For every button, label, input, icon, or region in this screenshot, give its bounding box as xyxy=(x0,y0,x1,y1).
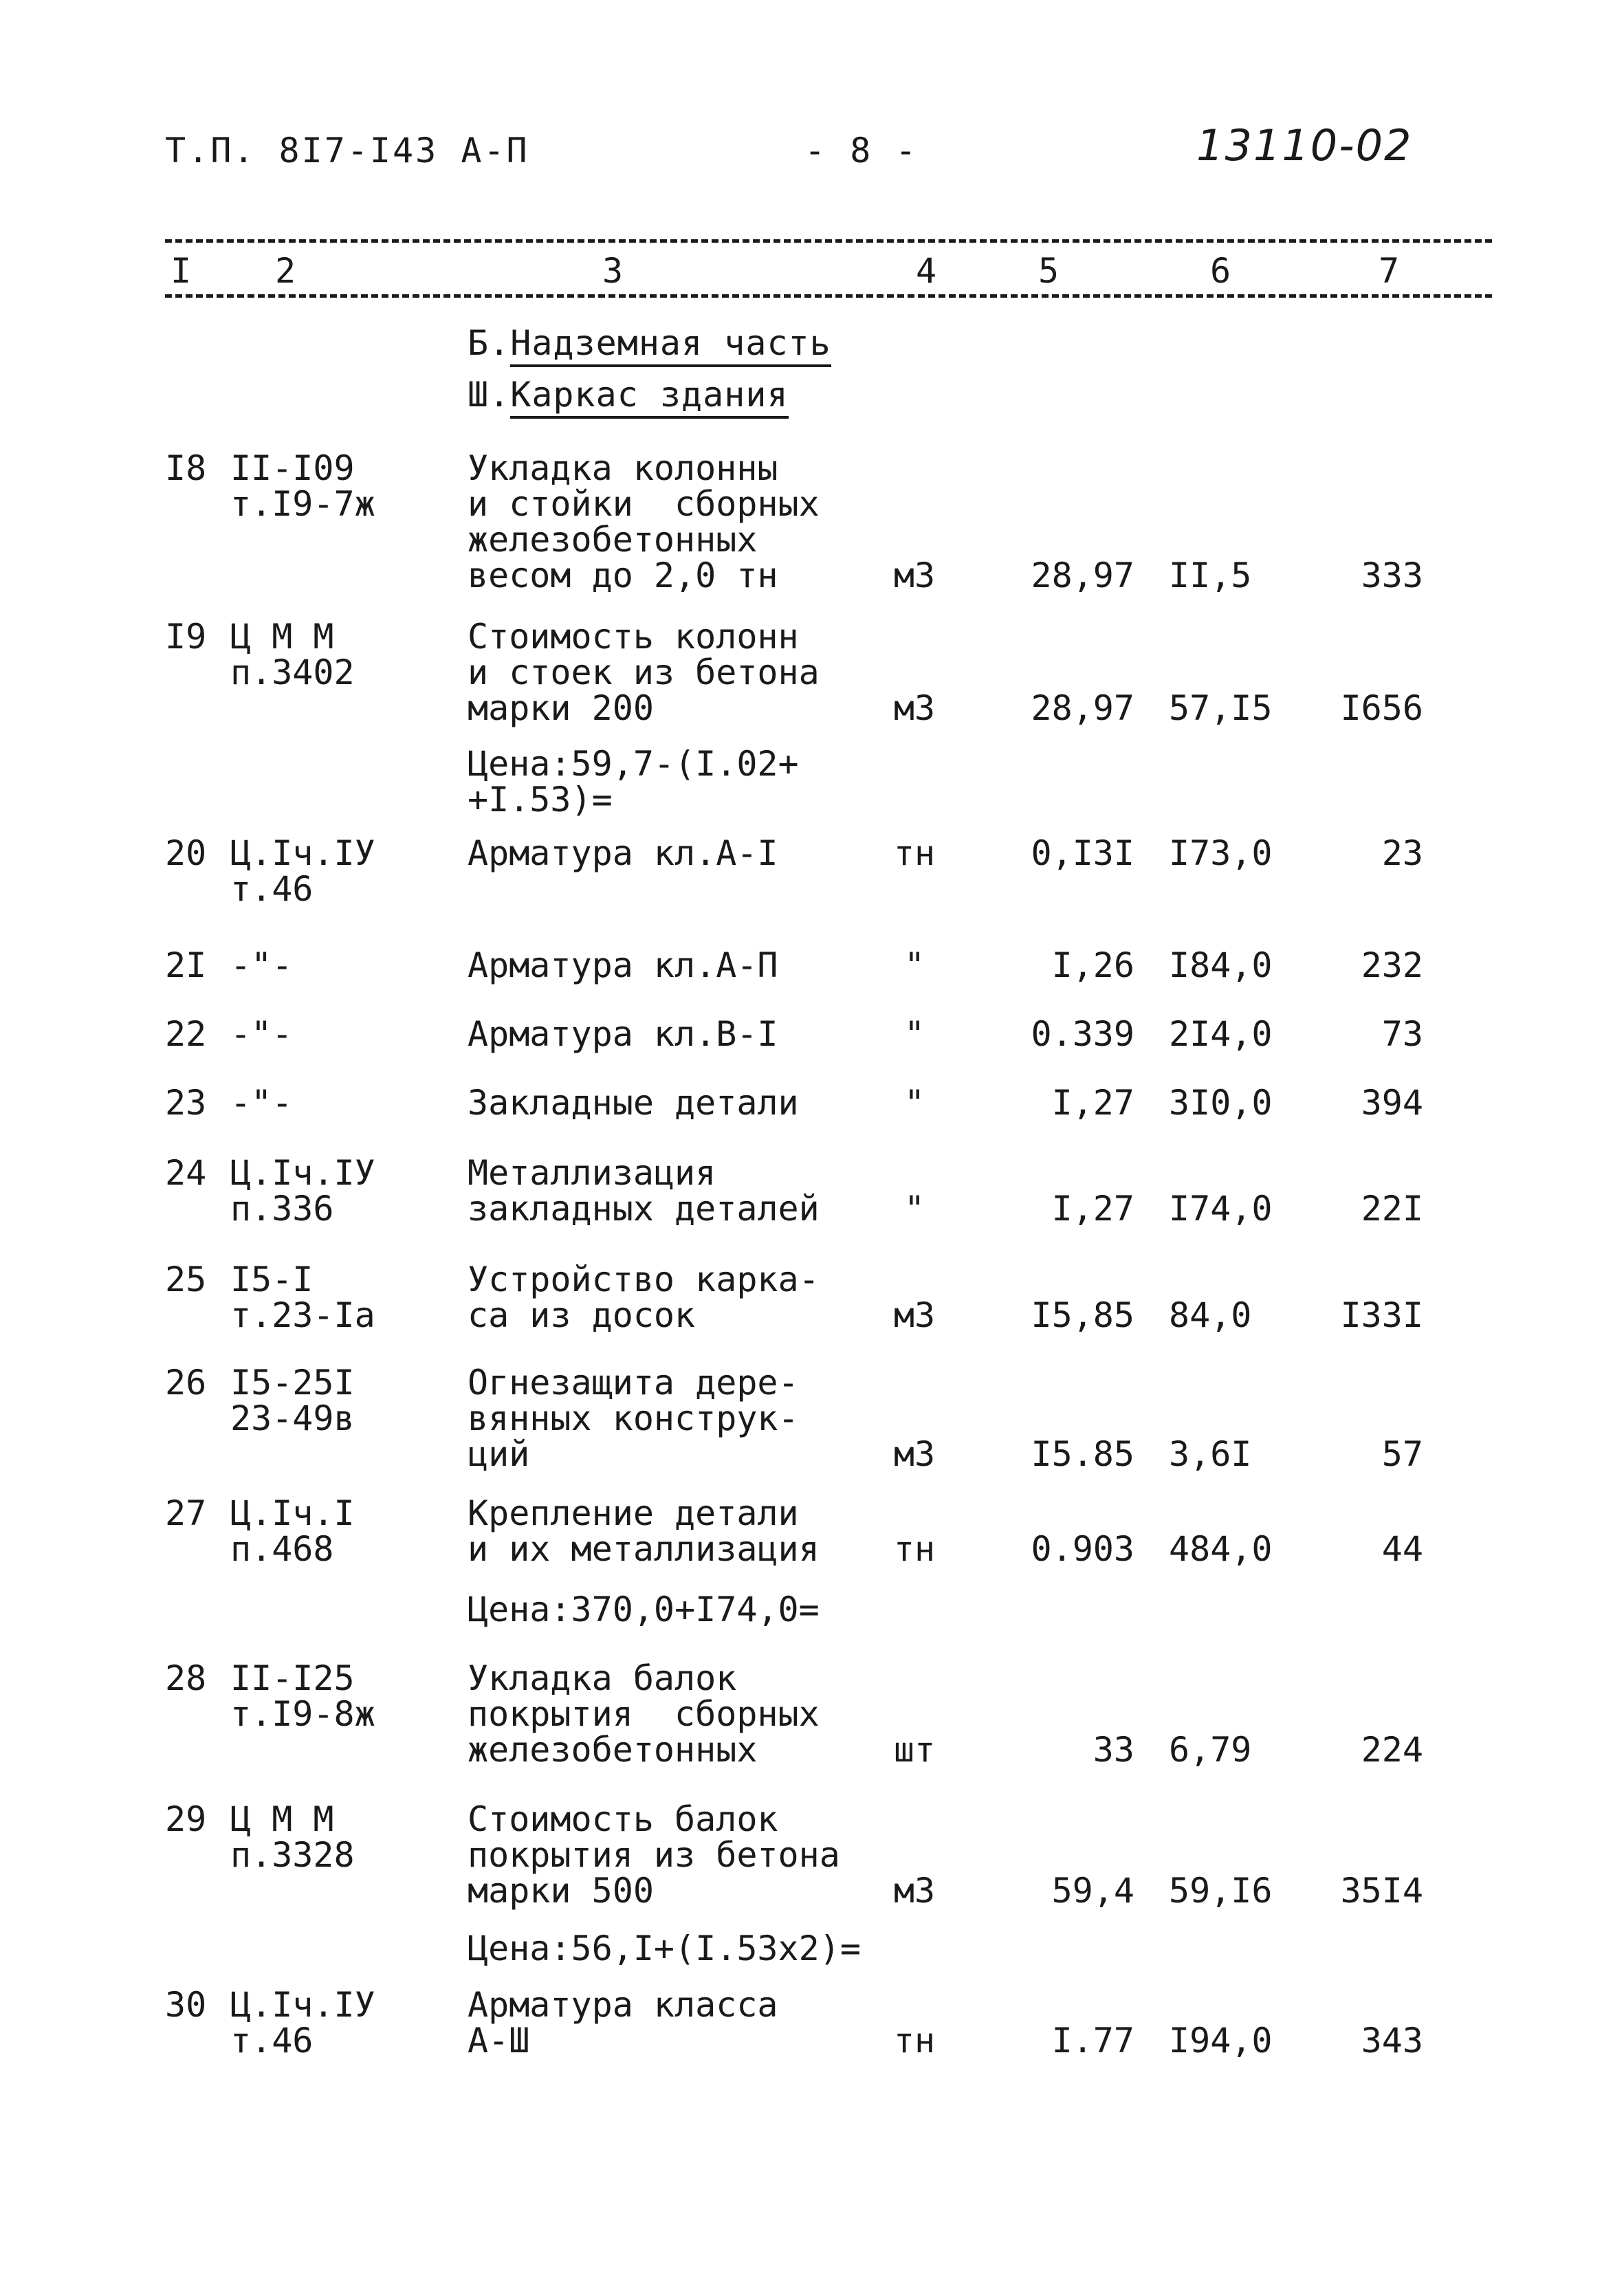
row-number: I9 xyxy=(165,617,207,657)
work-description xyxy=(468,1016,894,1052)
unit-of-measure: м3 xyxy=(893,1434,936,1474)
column-number-7: 7 xyxy=(1379,251,1400,291)
row-number: 29 xyxy=(165,1799,207,1839)
work-description-line: Крепление детали xyxy=(468,1493,799,1533)
row-number: 30 xyxy=(165,1985,207,2025)
quantity: 59,4 xyxy=(1051,1871,1134,1911)
norm-code-line: п.336 xyxy=(230,1189,334,1229)
norm-code xyxy=(230,1985,450,2061)
norm-code-line: т.46 xyxy=(230,869,314,909)
norm-code-line: -"- xyxy=(230,1083,293,1123)
unit-of-measure: " xyxy=(903,1014,925,1054)
work-description xyxy=(468,947,894,983)
work-description-line: Укладка балок xyxy=(468,1658,737,1698)
norm-code-line: I5-I xyxy=(230,1260,314,1299)
work-description xyxy=(468,1660,894,1768)
document-code: 13110-02 xyxy=(1196,120,1413,171)
unit-rate: II,5 xyxy=(1169,556,1252,595)
row-number: 22 xyxy=(165,1014,207,1054)
unit-rate: I94,0 xyxy=(1169,2021,1273,2061)
page-number: - 8 - xyxy=(804,131,919,171)
row-number: 23 xyxy=(165,1083,207,1123)
work-description-line: Устройство карка- xyxy=(468,1260,820,1299)
price-formula xyxy=(468,1931,949,1966)
norm-code xyxy=(230,1365,450,1436)
norm-code-line: п.3328 xyxy=(230,1835,355,1875)
work-description-line: Металлизация xyxy=(468,1153,716,1193)
unit-rate: I74,0 xyxy=(1169,1189,1273,1229)
work-description-line: Стоимость колонн xyxy=(468,617,799,657)
unit-rate: 484,0 xyxy=(1169,1529,1273,1569)
row-number: 27 xyxy=(165,1493,207,1533)
total-cost: 232 xyxy=(1361,945,1423,985)
quantity: I,27 xyxy=(1051,1083,1134,1123)
total-cost: 35I4 xyxy=(1340,1871,1423,1911)
work-description xyxy=(468,450,894,593)
work-description xyxy=(468,1155,894,1227)
work-description xyxy=(468,1801,894,1909)
work-description-line: покрытия из бетона xyxy=(468,1835,840,1875)
work-description-line: са из досок xyxy=(468,1295,696,1335)
norm-code-line: Ц.Iч.IУ xyxy=(230,1153,375,1193)
unit-rate: 2I4,0 xyxy=(1169,1014,1273,1054)
total-cost: 333 xyxy=(1361,556,1423,595)
table-header-bottom-rule xyxy=(165,294,1492,298)
work-description-line: Закладные детали xyxy=(468,1083,799,1123)
price-formula-line: Цена:56,I+(I.53х2)= xyxy=(468,1929,861,1968)
work-description xyxy=(468,619,894,726)
section-title: Б.Надземная часть xyxy=(468,323,831,363)
work-description xyxy=(468,835,894,871)
unit-of-measure: м3 xyxy=(893,1871,936,1911)
quantity: 33 xyxy=(1093,1730,1134,1770)
norm-code xyxy=(230,1801,450,1873)
norm-code xyxy=(230,1495,450,1567)
price-formula-line: Цена:370,0+I74,0= xyxy=(468,1590,820,1629)
norm-code-line: п.3402 xyxy=(230,652,355,692)
subsection-title: Ш.Каркас здания xyxy=(468,375,789,415)
work-description-line: Огнезащита дере- xyxy=(468,1363,799,1403)
norm-code xyxy=(230,1085,450,1121)
work-description-line: и стоек из бетона xyxy=(468,652,820,692)
norm-code-line: т.I9-8ж xyxy=(230,1694,375,1734)
unit-rate: 57,I5 xyxy=(1169,688,1273,728)
document-reference: Т.П. 8I7-I43 А-П xyxy=(165,131,529,171)
work-description-line: Стоимость балок xyxy=(468,1799,778,1839)
work-description-line: ций xyxy=(468,1434,530,1474)
column-number-1: I xyxy=(171,251,192,291)
quantity: I,26 xyxy=(1051,945,1134,985)
work-description-line: марки 500 xyxy=(468,1871,654,1911)
unit-rate: I73,0 xyxy=(1169,833,1273,873)
work-description-line: покрытия сборных xyxy=(468,1694,820,1734)
price-formula xyxy=(468,1592,949,1627)
total-cost: 57 xyxy=(1381,1434,1423,1474)
norm-code-line: II-I09 xyxy=(230,448,355,488)
table-header-top-rule xyxy=(165,239,1492,243)
total-cost: I33I xyxy=(1340,1295,1423,1335)
norm-code xyxy=(230,450,450,522)
price-formula-line: Цена:59,7-(I.02+ xyxy=(468,744,799,784)
column-number-4: 4 xyxy=(916,251,937,291)
norm-code-line: Ц М М xyxy=(230,1799,334,1839)
row-number: 24 xyxy=(165,1153,207,1193)
norm-code-line: -"- xyxy=(230,945,293,985)
total-cost: 44 xyxy=(1381,1529,1423,1569)
quantity: 0.339 xyxy=(1031,1014,1134,1054)
work-description xyxy=(468,1262,894,1333)
unit-of-measure: м3 xyxy=(893,688,936,728)
work-description-line: Арматура класса xyxy=(468,1985,778,2025)
unit-of-measure: м3 xyxy=(893,556,936,595)
unit-rate: 3I0,0 xyxy=(1169,1083,1273,1123)
price-formula-line: +I.53)= xyxy=(468,780,613,820)
norm-code xyxy=(230,1660,450,1732)
norm-code-line: п.468 xyxy=(230,1529,334,1569)
norm-code xyxy=(230,835,450,907)
unit-of-measure: " xyxy=(903,1083,925,1123)
total-cost: 22I xyxy=(1361,1189,1423,1229)
work-description xyxy=(468,1985,894,2061)
unit-rate: 59,I6 xyxy=(1169,1871,1273,1911)
unit-of-measure: " xyxy=(903,1189,925,1229)
column-number-6: 6 xyxy=(1210,251,1231,291)
quantity: 0.903 xyxy=(1031,1529,1134,1569)
row-number: 25 xyxy=(165,1260,207,1299)
quantity: 28,97 xyxy=(1031,556,1134,595)
work-description-line: А-Ш xyxy=(468,2021,530,2061)
norm-code-line: Ц.Iч.IУ xyxy=(230,1985,375,2025)
unit-of-measure: шт xyxy=(893,1730,936,1770)
work-description-line: Арматура кл.А-I xyxy=(468,833,778,873)
unit-rate: I84,0 xyxy=(1169,945,1273,985)
total-cost: 343 xyxy=(1361,2021,1423,2061)
work-description-line: Арматура кл.А-П xyxy=(468,945,778,985)
norm-code-line: II-I25 xyxy=(230,1658,355,1698)
norm-code-line: т.46 xyxy=(230,2021,314,2061)
total-cost: I656 xyxy=(1340,688,1423,728)
quantity: I5.85 xyxy=(1031,1434,1134,1474)
quantity: 0,I3I xyxy=(1031,833,1134,873)
unit-rate: 3,6I xyxy=(1169,1434,1252,1474)
unit-of-measure: тн xyxy=(893,1529,936,1569)
work-description-line: железобетонных xyxy=(468,520,758,560)
total-cost: 224 xyxy=(1361,1730,1423,1770)
norm-code-line: 23-49в xyxy=(230,1398,355,1438)
work-description-line: Арматура кл.В-I xyxy=(468,1014,778,1054)
norm-code-line: -"- xyxy=(230,1014,293,1054)
unit-of-measure: " xyxy=(903,945,925,985)
unit-of-measure: тн xyxy=(893,2021,936,2061)
quantity: I,27 xyxy=(1051,1189,1134,1229)
total-cost: 73 xyxy=(1381,1014,1423,1054)
norm-code xyxy=(230,1262,450,1333)
unit-rate: 6,79 xyxy=(1169,1730,1252,1770)
norm-code-line: I5-25I xyxy=(230,1363,355,1403)
work-description-line: железобетонных xyxy=(468,1730,758,1770)
norm-code-line: т.23-Iа xyxy=(230,1295,375,1335)
work-description-line: закладных деталей xyxy=(468,1189,820,1229)
row-number: 2I xyxy=(165,945,207,985)
work-description-line: весом до 2,0 тн xyxy=(468,556,778,595)
work-description-line: и их металлизация xyxy=(468,1529,820,1569)
norm-code-line: т.I9-7ж xyxy=(230,484,375,524)
price-formula xyxy=(468,744,949,820)
work-description-line: вянных конструк- xyxy=(468,1398,799,1438)
work-description-line: Укладка колонны xyxy=(468,448,778,488)
norm-code xyxy=(230,619,450,690)
norm-code xyxy=(230,1016,450,1052)
work-description xyxy=(468,1495,894,1567)
row-number: 26 xyxy=(165,1363,207,1403)
total-cost: 23 xyxy=(1381,833,1423,873)
quantity: I.77 xyxy=(1051,2021,1134,2061)
work-description-line: и стойки сборных xyxy=(468,484,820,524)
unit-rate: 84,0 xyxy=(1169,1295,1252,1335)
norm-code xyxy=(230,947,450,983)
work-description xyxy=(468,1085,894,1121)
row-number: I8 xyxy=(165,448,207,488)
column-number-5: 5 xyxy=(1038,251,1060,291)
column-number-2: 2 xyxy=(275,251,296,291)
norm-code-line: Ц.Iч.IУ xyxy=(230,833,375,873)
row-number: 20 xyxy=(165,833,207,873)
quantity: I5,85 xyxy=(1031,1295,1134,1335)
norm-code xyxy=(230,1155,450,1227)
norm-code-line: Ц.Iч.I xyxy=(230,1493,355,1533)
norm-code-line: Ц М М xyxy=(230,617,334,657)
quantity: 28,97 xyxy=(1031,688,1134,728)
total-cost: 394 xyxy=(1361,1083,1423,1123)
column-number-3: 3 xyxy=(602,251,624,291)
unit-of-measure: м3 xyxy=(893,1295,936,1335)
work-description-line: марки 200 xyxy=(468,688,654,728)
work-description xyxy=(468,1365,894,1472)
unit-of-measure: тн xyxy=(893,833,936,873)
row-number: 28 xyxy=(165,1658,207,1698)
